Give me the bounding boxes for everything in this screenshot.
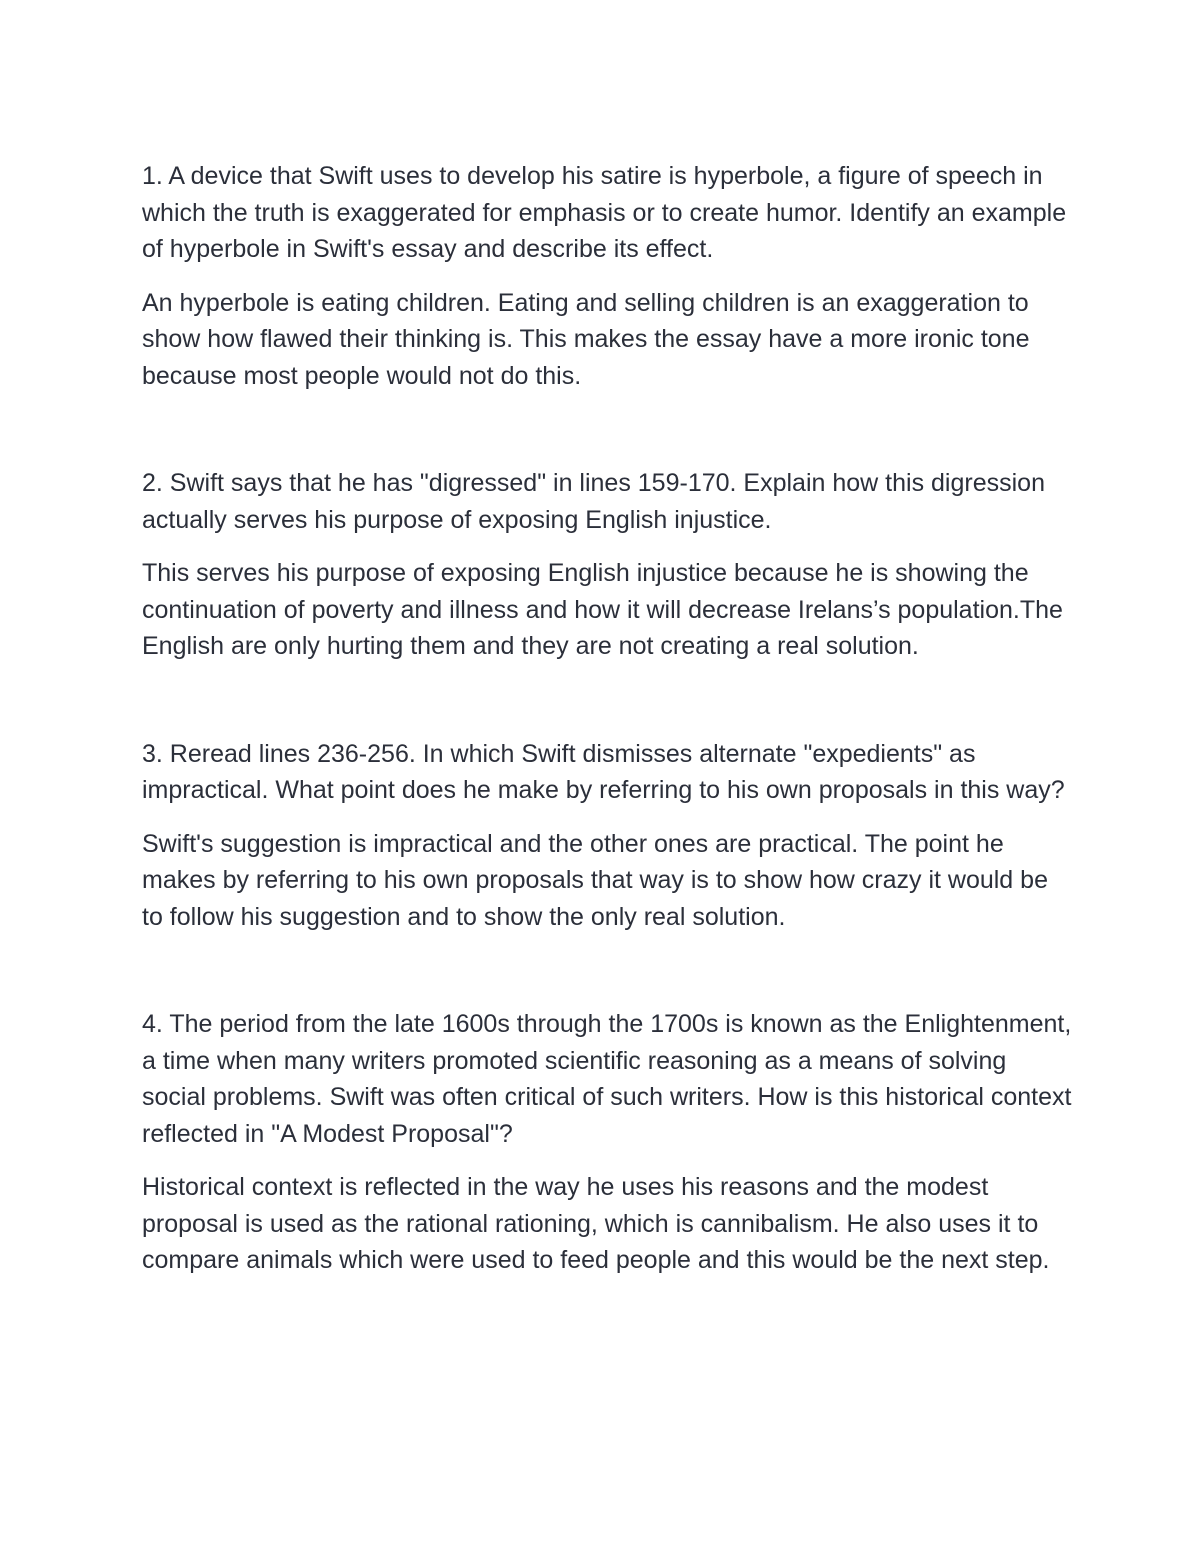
qa-block-4 xyxy=(142,1006,1072,1279)
answer-1: An hyperbole is eating children. Eating and selling children is an exaggeration to show how flawed their thinking is. This makes the essay have a more ironic tone because most people would not do this. xyxy=(142,288,1030,390)
question-3: 3. Reread lines 236-256. In which Swift dismisses alternate "expedients" as impractical. What point does he make by referring to his own proposals in this way? xyxy=(142,739,1065,804)
qa-block-1 xyxy=(142,158,1072,394)
question-1: 1. A device that Swift uses to develop his satire is hyperbole, a figure of speech in which the truth is exaggerated for emphasis or to create humor. Identify an example of hyperbole in Swift's essay and describe its effect. xyxy=(142,162,1067,263)
answer-2: This serves his purpose of exposing English injustice because he is showing the continuation of poverty and illness and how it will decrease Irelans’s population.The English are only hurting them and they are not creating a real solution. xyxy=(142,559,1063,660)
document-body xyxy=(142,158,1072,1279)
answer-4: Historical context is reflected in the way he uses his reasons and the modest proposal is used as the rational rationing, which is cannibalism. He also uses it to compare animals which were used to feed people and this would be the next step. xyxy=(142,1173,1050,1274)
qa-block-2 xyxy=(142,465,1072,665)
question-2: 2. Swift says that he has "digressed" in lines 159-170. Explain how this digression actually serves his purpose of exposing English injustice. xyxy=(142,469,1045,534)
answer-3: Swift's suggestion is impractical and the other ones are practical. The point he makes by referring to his own proposals that way is to show how crazy it would be to follow his suggestion and to show the only real solution. xyxy=(142,829,1048,931)
question-4: 4. The period from the late 1600s through the 1700s is known as the Enlightenment, a time when many writers promoted scientific reasoning as a means of solving social problems. Swift was often critical of such writers. How is this historical context reflected in "A Modest Proposal"? xyxy=(142,1010,1072,1148)
qa-block-3 xyxy=(142,736,1072,936)
